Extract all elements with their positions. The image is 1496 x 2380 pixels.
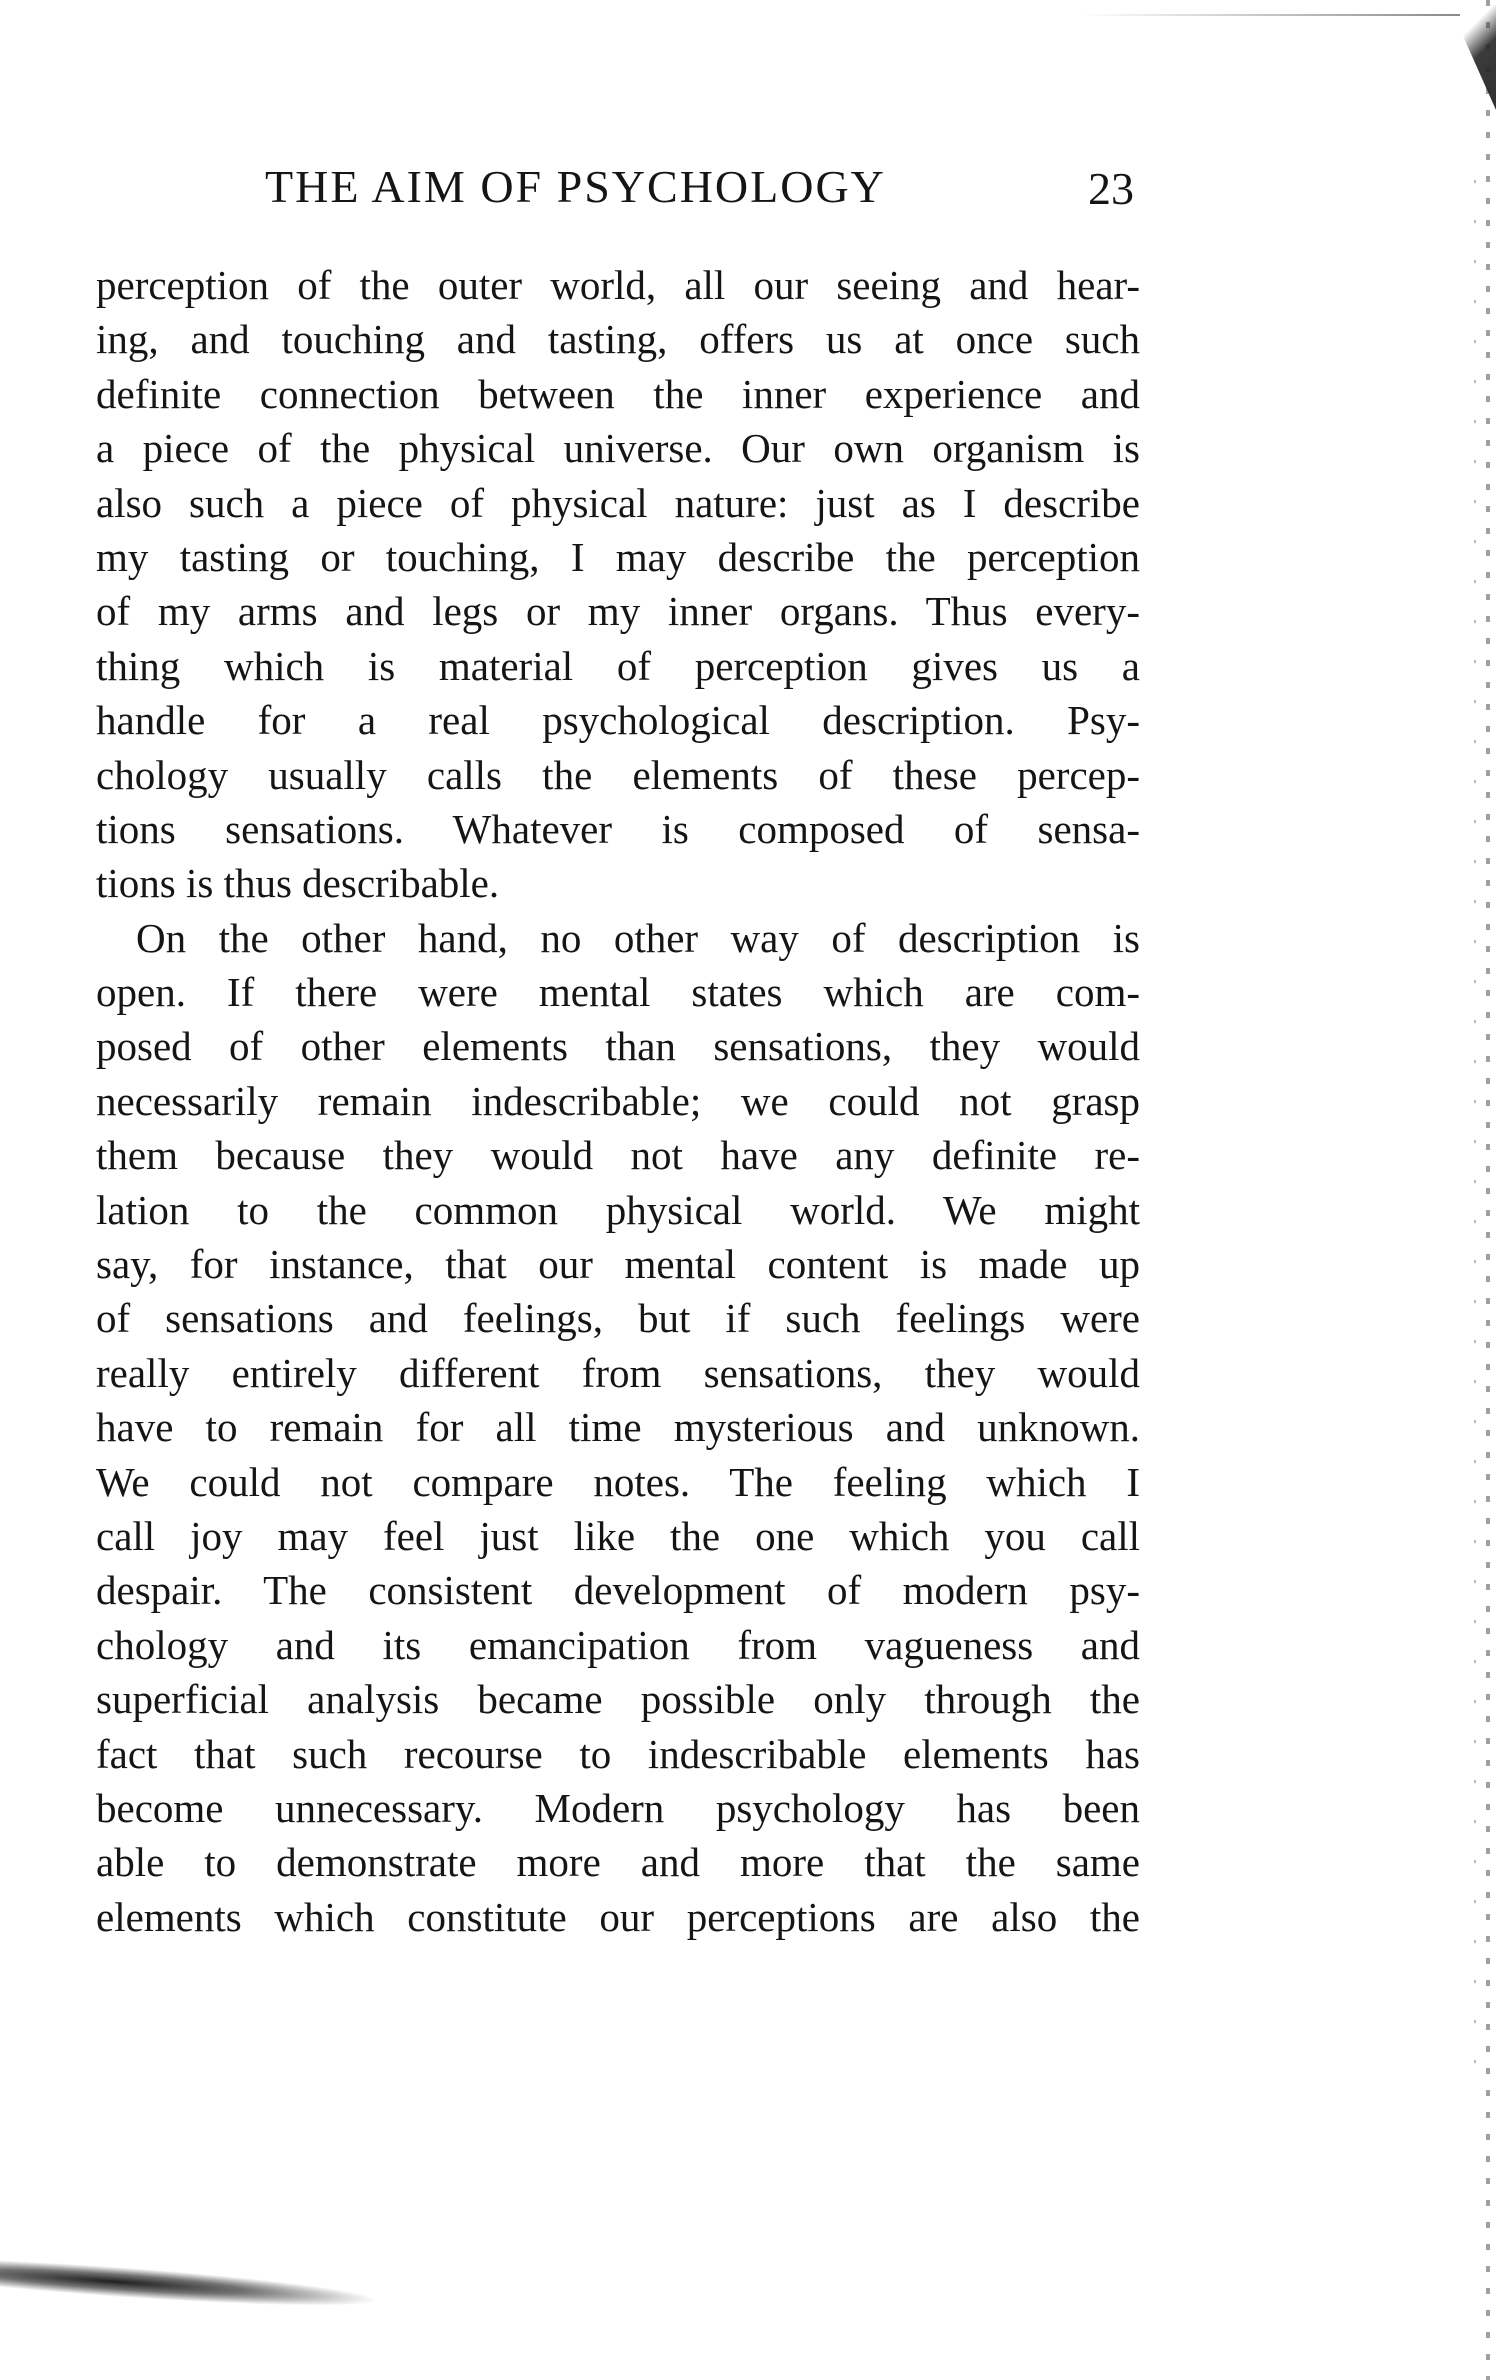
text-line: perception of the outer world, all our seeing and hear- <box>96 262 1140 308</box>
text-line: really entirely different from sensations, they would <box>96 1349 1140 1396</box>
running-head: THE AIM OF PSYCHOLOGY <box>265 161 886 212</box>
text-line: my tasting or touching, I may describe the perception <box>96 533 1140 580</box>
text-line: tions sensations. Whatever is composed of sensa- <box>96 805 1140 852</box>
text-line: have to remain for all time mysterious and unknown. <box>96 1404 1140 1451</box>
text-line: say, for instance, that our mental content is made up <box>96 1241 1140 1288</box>
text-line: handle for a real psychological description. Psy- <box>96 697 1140 744</box>
text-line: ing, and touching and tasting, offers us at once such <box>96 316 1140 363</box>
scan-bottom-smudge <box>0 2259 380 2316</box>
page-number: 23 <box>1088 163 1134 214</box>
text-line: elements which constitute our perceptions are also the <box>96 1893 1140 1940</box>
text-line: despair. The consistent development of modern psy- <box>96 1567 1140 1614</box>
text-line: become unnecessary. Modern psychology has been <box>96 1784 1140 1831</box>
text-line: of sensations and feelings, but if such feelings were <box>96 1295 1140 1342</box>
scan-right-edge-speckle <box>1474 180 1476 2080</box>
paragraph-1 <box>96 258 1140 911</box>
text-line: tions is thus describable. <box>96 860 500 907</box>
scan-edge-line <box>1080 14 1460 16</box>
text-line: lation to the common physical world. We might <box>96 1186 1140 1233</box>
text-line: definite connection between the inner experience and <box>96 370 1140 417</box>
paragraph-2 <box>96 911 1140 1944</box>
text-line: We could not compare notes. The feeling which I <box>96 1458 1140 1505</box>
text-line: fact that such recourse to indescribable elements has <box>96 1730 1140 1777</box>
text-line: On the other hand, no other way of description is <box>136 914 1140 961</box>
text-line: open. If there were mental states which are com- <box>96 969 1140 1016</box>
text-line: able to demonstrate more and more that the same <box>96 1839 1140 1886</box>
text-line: chology and its emancipation from vagueness and <box>96 1621 1140 1668</box>
text-line: of my arms and legs or my inner organs. Thus every- <box>96 588 1140 635</box>
text-line: a piece of the physical universe. Our own organism is <box>96 425 1140 472</box>
text-line: thing which is material of perception gives us a <box>96 642 1140 689</box>
text-line: superficial analysis became possible only through the <box>96 1676 1140 1723</box>
text-line: posed of other elements than sensations, they would <box>96 1023 1140 1070</box>
text-line: necessarily remain indescribable; we could not grasp <box>96 1077 1140 1124</box>
text-line: chology usually calls the elements of these percep- <box>96 751 1140 798</box>
text-line: them because they would not have any definite re- <box>96 1132 1140 1179</box>
text-line: call joy may feel just like the one which you call <box>96 1512 1140 1559</box>
body-text <box>96 258 1140 1944</box>
text-line: also such a piece of physical nature: just as I describe <box>96 479 1140 526</box>
scan-right-edge <box>1486 0 1490 2380</box>
